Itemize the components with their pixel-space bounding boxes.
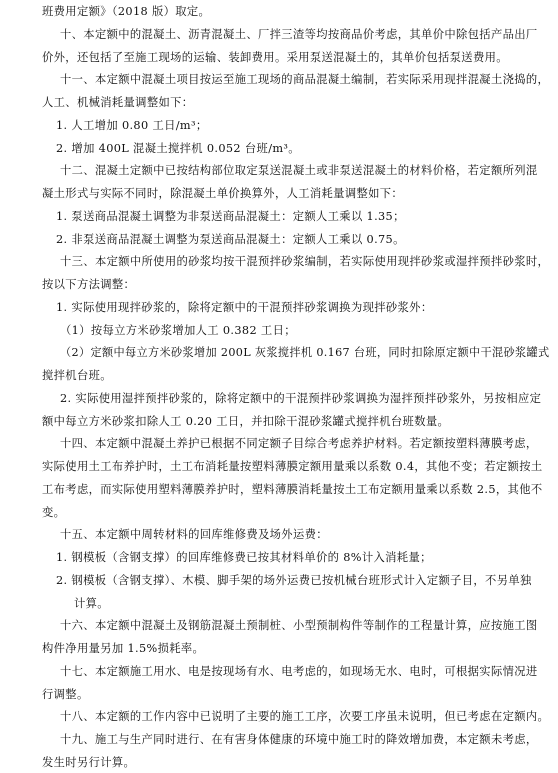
text-line: 发生时另行计算。 — [42, 756, 136, 769]
text-line: 额中每立方米砂浆扣除人工 0.20 工日，并扣除干混砂浆罐式搅拌机台班数量。 — [42, 415, 450, 428]
text-line: 2. 实际使用湿拌预拌砂浆的，除将定额中的干混预拌砂浆调换为湿拌预拌砂浆外，另按相应定 — [60, 392, 542, 405]
text-line: 1. 泵送商品混凝土调整为非泵送商品混凝土：定额人工乘以 1.35； — [56, 210, 405, 223]
text-line: 2. 非泵送商品混凝土调整为泵送商品混凝土：定额人工乘以 0.75。 — [56, 233, 405, 246]
text-line: 十、本定额中的混凝土、沥青混凝土、厂拌三渣等均按商品价考虑，其单价中除包括产品出厂 — [60, 28, 538, 41]
text-line: 班费用定额》（2018 版）取定。 — [42, 5, 211, 18]
text-line: （2）定额中每立方米砂浆增加 200L 灰浆搅拌机 0.167 台班，同时扣除原定额中干混砂浆罐式 — [60, 346, 550, 359]
text-line: 价外，还包括了至施工现场的运输、装卸费用。采用泵送混凝土的，其单价包括泵送费用。 — [42, 51, 508, 64]
text-line: 1. 人工增加 0.80 工日/m³； — [56, 119, 208, 132]
text-line: 十六、本定额中混凝土及钢筋混凝土预制桩、小型预制构件等制作的工程量计算，应按施工图 — [60, 619, 538, 632]
text-line: 2. 增加 400L 混凝土搅拌机 0.052 台班/m³。 — [56, 142, 300, 155]
text-line: 十一、本定额中混凝土项目按运至施工现场的商品混凝土编制，若实际采用现拌混凝土浇捣的， — [60, 73, 550, 86]
text-line: 十二、混凝土定额中已按结构部位取定泵送混凝土或非泵送混凝土的材料价格，若定额所列混 — [60, 164, 538, 177]
text-line: 2. 钢模板（含钢支撑）、木模、脚手架的场外运费已按机械台班形式计入定额子目，不另单独 — [56, 574, 532, 587]
text-line: 十五、本定额中周转材料的回库维修费及场外运费： — [60, 528, 328, 541]
text-line: （1）按每立方米砂浆增加人工 0.382 工日； — [60, 324, 296, 337]
text-line: 十四、本定额中混凝土养护已根据不同定额子目综合考虑养护材料。若定额按塑料薄膜考虑， — [60, 437, 538, 450]
text-line: 十九、施工与生产同时进行、在有害身体健康的环境中施工时的降效增加费，本定额未考虑， — [60, 733, 538, 746]
text-line: 人工、机械消耗量调整如下： — [42, 96, 194, 109]
text-line: 工布考虑，而实际使用塑料薄膜养护时，塑料薄膜消耗量按土工布定额用量乘以系数 2.5，其他不 — [42, 483, 543, 496]
text-line: 构件净用量另加 1.5%损耗率。 — [42, 642, 205, 655]
text-line: 十八、本定额的工作内容中已说明了主要的施工工序，次要工序虽未说明，但已考虑在定额内。 — [60, 710, 550, 723]
text-line: 1. 实际使用现拌砂浆的，除将定额中的干混预拌砂浆调换为现拌砂浆外： — [56, 301, 433, 314]
text-line: 行调整。 — [42, 688, 89, 701]
text-line: 凝土形式与实际不同时，除混凝土单价换算外，人工消耗量调整如下： — [42, 187, 404, 200]
text-line: 搅拌机台班。 — [42, 369, 112, 382]
text-line: 1. 钢模板（含钢支撑）的回库维修费已按其材料单价的 8%计入消耗量； — [56, 551, 432, 564]
text-line: 十三、本定额中所使用的砂浆均按干混预拌砂浆编制，若实际使用现拌砂浆或湿拌预拌砂浆时， — [60, 255, 550, 268]
text-line: 按以下方法调整： — [42, 278, 136, 291]
text-line: 变。 — [42, 506, 66, 519]
text-line: 实际使用土工布养护时，土工布消耗量按塑料薄膜定额用量乘以系数 0.4，其他不变；若定额按土 — [42, 460, 543, 473]
text-line: 计算。 — [74, 597, 109, 610]
text-line: 十七、本定额施工用水、电是按现场有水、电考虑的，如现场无水、电时，可根据实际情况进 — [60, 665, 538, 678]
